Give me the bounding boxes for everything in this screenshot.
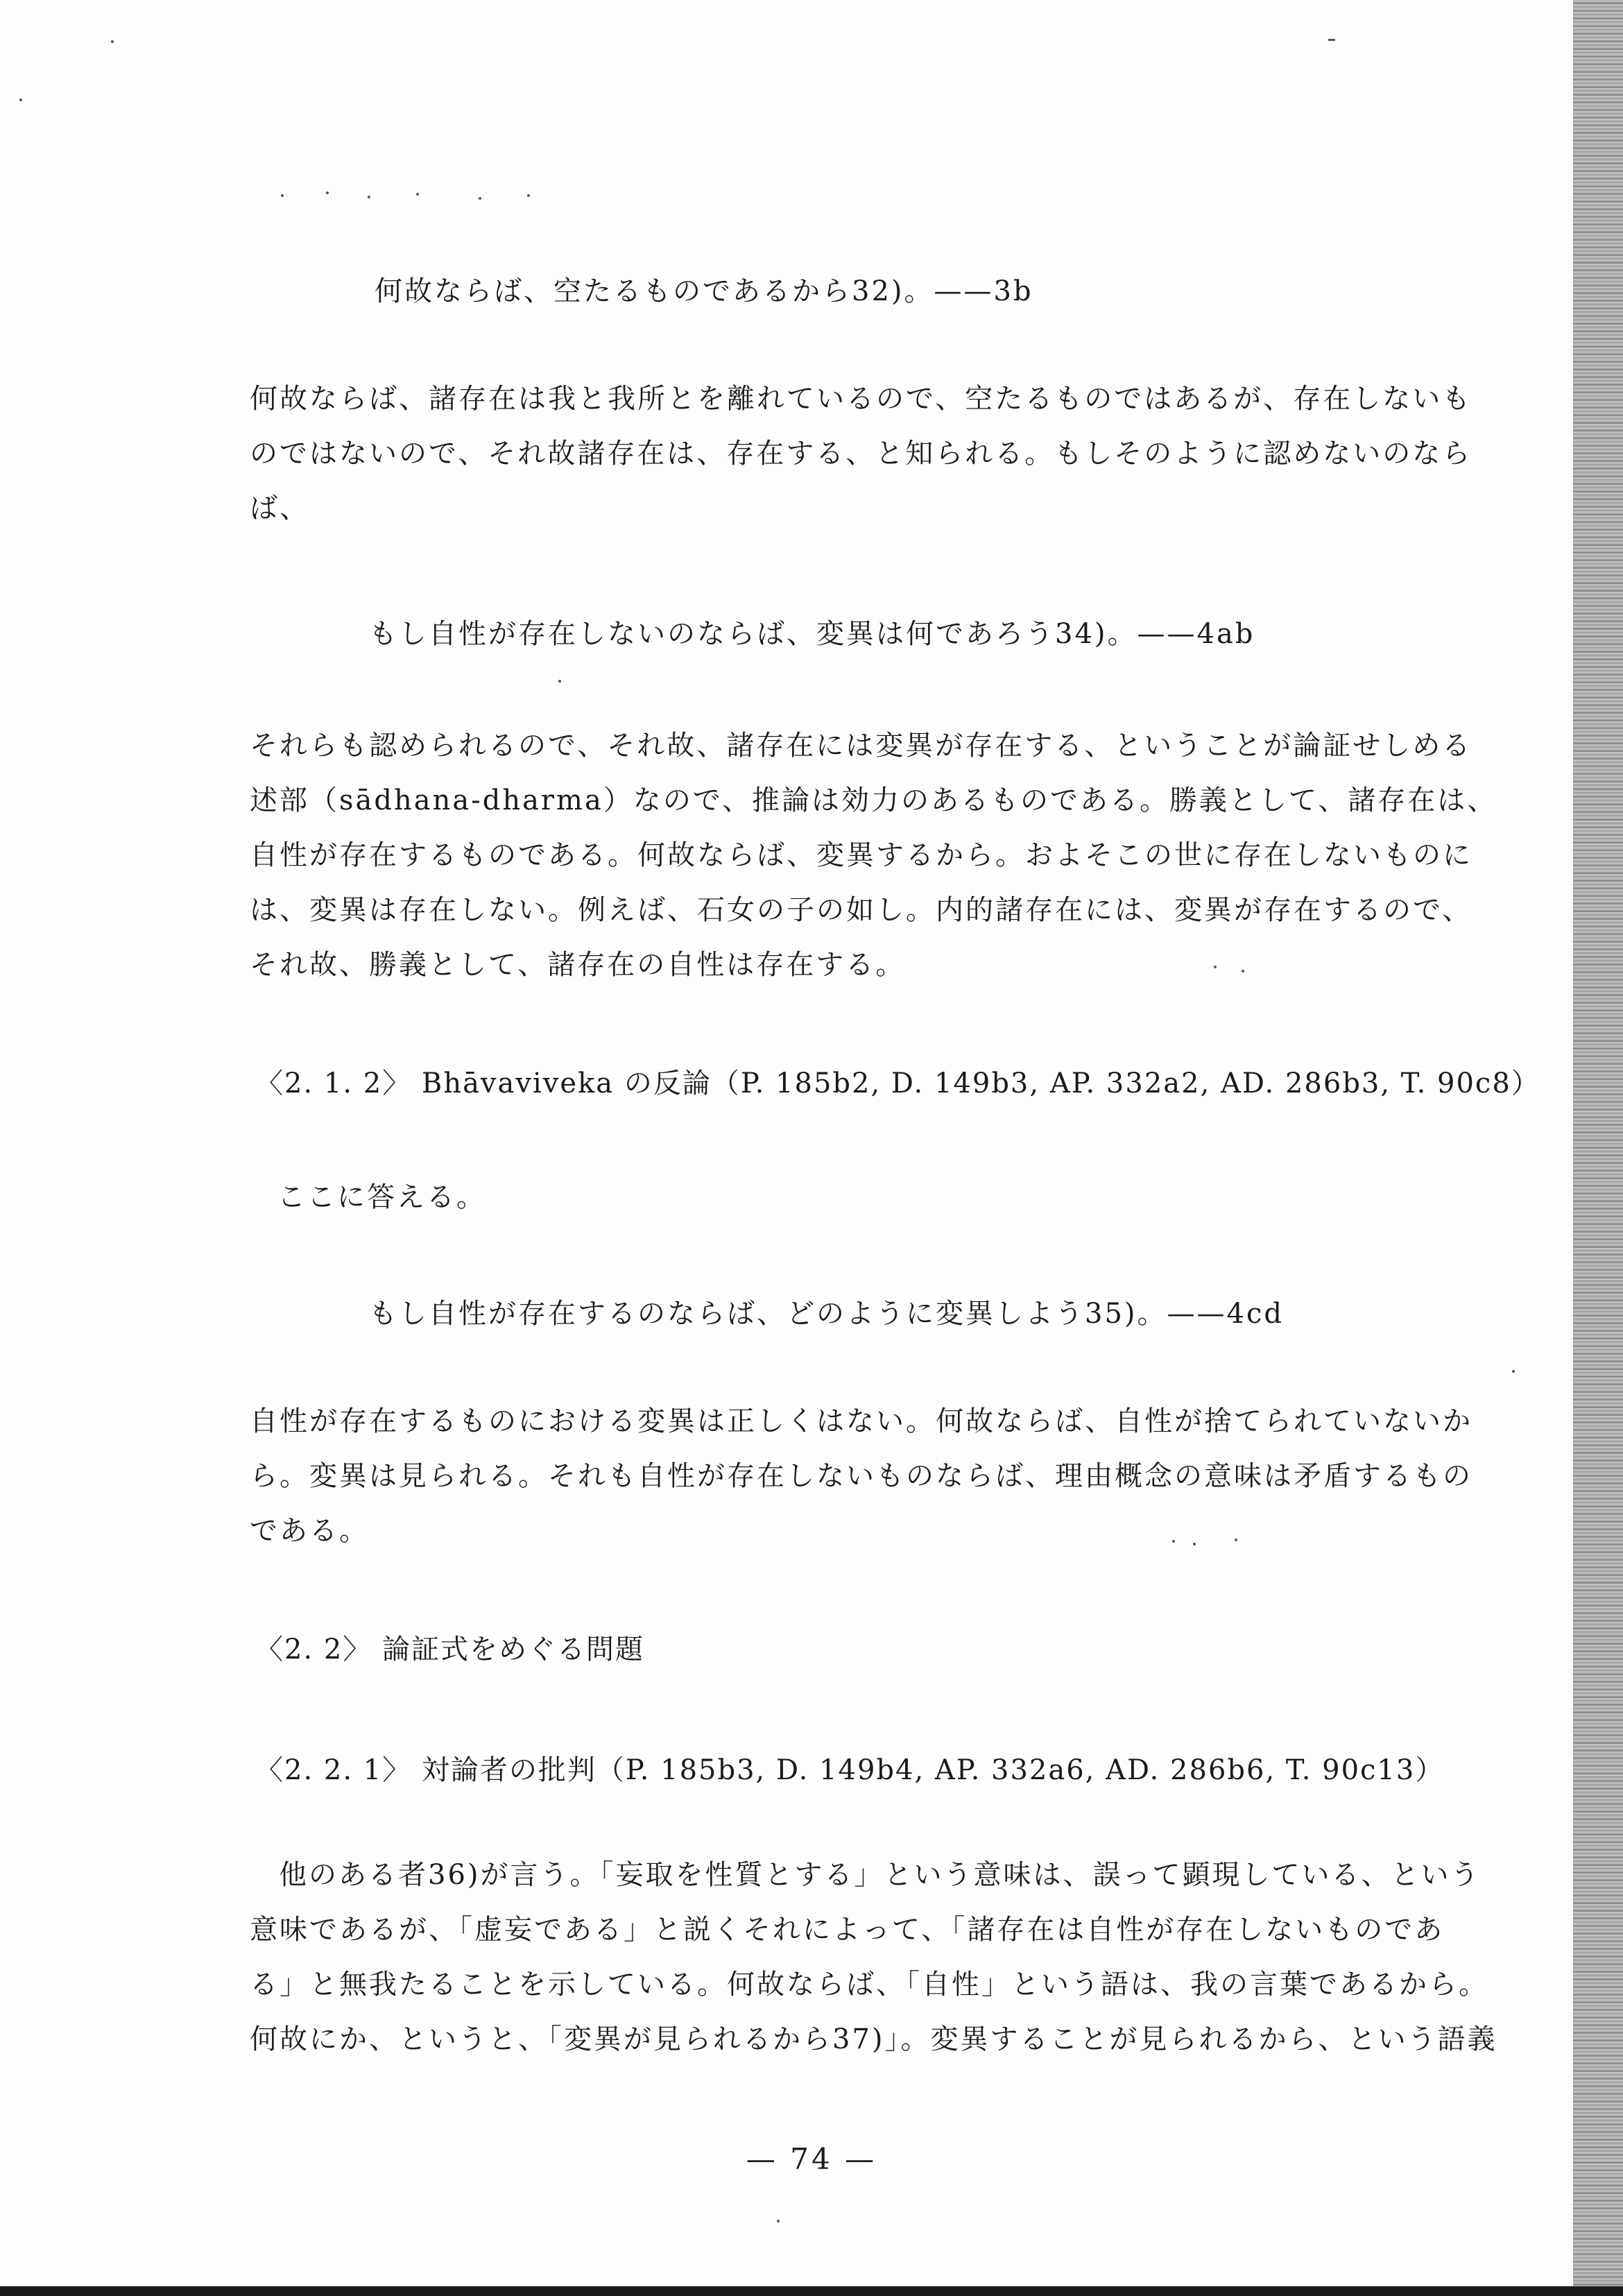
paragraph-4 [250,1848,1497,2067]
scan-speck [479,197,481,200]
section-heading-2-2: 〈2. 2〉 論証式をめぐる問題 [255,1634,645,1665]
scan-speck [777,2220,780,2222]
verse-3b: 何故ならば、空たるものであるから32)。——3b [375,275,1033,307]
scan-speck [527,194,530,197]
paragraph-line: のではないので、それ故諸存在は、存在する、と知られる。もしそのように認めないのなら [250,438,1472,470]
paragraph-line: 何故ならば、諸存在は我と我所とを離れているので、空たるものではあるが、存在しないも [250,383,1472,415]
scan-speck [111,40,114,43]
scan-bottom-border [0,2286,1623,2296]
paragraph-2 [250,719,1497,993]
paragraph-line: る」と無我たることを示している。何故ならば、「自性」という語は、我の言葉であるから。 [250,1969,1488,2001]
scan-speck [416,193,419,196]
paragraph-line: 何故にか、というと、「変異が見られるから37)」。変異することが見られるから、という語義 [250,2023,1497,2055]
paragraph-line: ら。変異は見られる。それも自性が存在しないものならば、理由概念の意味は矛盾するもの [250,1460,1472,1492]
scan-speck [281,194,284,197]
scan-speck [558,680,561,683]
scan-speck [1328,39,1335,41]
paragraph-line: は、変異は存在しない。例えば、石女の子の如し。内的諸存在には、変異が存在するので、 [250,894,1472,926]
scan-speck [326,191,329,194]
scan-edge-shadow [1573,0,1623,2296]
paragraph-3 [250,1394,1472,1559]
paragraph-line: 自性が存在するものにおける変異は正しくはない。何故ならば、自性が捨てられていないか [250,1405,1472,1437]
verse-4ab: もし自性が存在しないのならば、変異は何であろう34)。——4ab [369,618,1255,650]
paragraph-line: 自性が存在するものである。何故ならば、変異するから。およそこの世に存在しないものに [250,839,1472,871]
verse-4cd: もし自性が存在するのならば、どのように変異しよう35)。——4cd [369,1298,1284,1330]
paragraph-line: それらも認められるので、それ故、諸存在には変異が存在する、ということが論証せしめる [250,730,1472,762]
page-number: — 74 — [746,2142,877,2176]
paragraph-1 [250,372,1472,536]
paragraph-line: である。 [250,1515,369,1547]
reply-line: ここに答える。 [277,1181,486,1213]
paragraph-line: 他のある者36)が言う。「妄取を性質とする」という意味は、誤って顕現している、という [279,1859,1481,1891]
scan-speck [368,196,370,198]
section-heading-2-1-2: 〈2. 1. 2〉 Bhāvaviveka の反論（P. 185b2, D. 149b3, AP. 332a2, AD. 286b3, T. 90c8） [255,1068,1540,1099]
section-heading-2-2-1: 〈2. 2. 1〉 対論者の批判（P. 185b3, D. 149b4, AP. 332a6, AD. 286b6, T. 90c13） [255,1754,1445,1786]
paragraph-line: 述部（sādhana-dharma）なので、推論は効力のあるものである。勝義として、諸存在は、 [250,785,1497,816]
paragraph-line: 意味であるが、「虚妄である」と説くそれによって、「諸存在は自性が存在しないものであ [250,1914,1445,1946]
paragraph-line: ば、 [250,492,309,524]
scan-speck [1512,1370,1515,1373]
scan-speck [19,98,22,101]
paragraph-line: それ故、勝義として、諸存在の自性は存在する。 [250,949,906,981]
